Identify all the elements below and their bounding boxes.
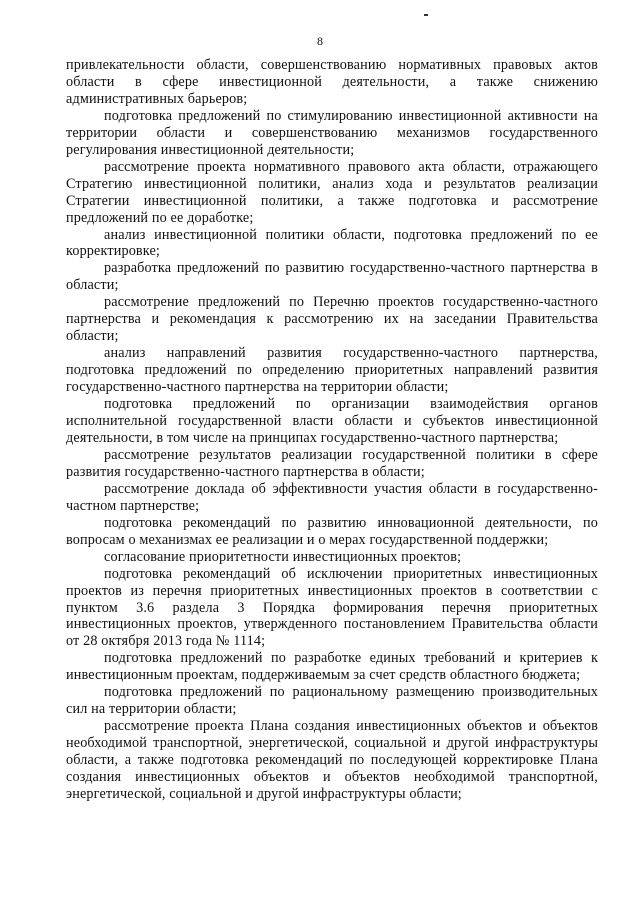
paragraph-interaction-organization: подготовка предложений по организации взаимодействия органов исполнительной государственной власти области и субъектов инвестиционной деятельности, в том числе на принципах государственно-частного партнерства; xyxy=(66,396,598,446)
scan-mark xyxy=(424,14,428,16)
paragraph-unified-requirements: подготовка предложений по разработке единых требований и критериев к инвестиционным проектам, поддерживаемым за счет средств областного бюджета; xyxy=(66,650,598,684)
paragraph-strategy-review: рассмотрение проекта нормативного правового акта области, отражающего Стратегию инвестиционной политики, анализ хода и результатов реализации Стратегии инвестиционной политики, а также подготовка и рассмотрение предложений по ее доработке; xyxy=(66,158,598,226)
paragraph-project-exclusion: подготовка рекомендаций об исключении приоритетных инвестиционных проектов из перечня приоритетных инвестиционных проектов в соответствии с пунктом 3.6 раздела 3 Порядка формирования перечня приоритетных инвестиционных проектов, утвержденного постановлением Правительства области от 28 октября 2013 года № 1114; xyxy=(66,565,598,650)
paragraph-productive-forces: подготовка предложений по рациональному размещению производительных сил на территории области; xyxy=(66,684,598,718)
paragraph-innovation-recommendations: подготовка рекомендаций по развитию инновационной деятельности, по вопросам о механизмах ее реализации и о мерах государственной поддержки; xyxy=(66,514,598,548)
paragraph-policy-results: рассмотрение результатов реализации государственной политики в сфере развития государственно-частного партнерства в области; xyxy=(66,446,598,480)
paragraph-participation-report: рассмотрение доклада об эффективности участия области в государственно-частном партнерстве; xyxy=(66,480,598,514)
paragraph-ppp-directions: анализ направлений развития государственно-частного партнерства, подготовка предложений по определению приоритетных направлений развития государственно-частного партнерства на территории области; xyxy=(66,345,598,396)
paragraph-project-priority: согласование приоритетности инвестиционных проектов; xyxy=(104,548,462,565)
paragraph-continuation: привлекательности области, совершенствованию нормативных правовых актов области в сфере инвестиционной деятельности, а также снижению административных барьеров; xyxy=(66,57,598,107)
page-number: 8 xyxy=(317,34,323,48)
paragraph-ppp-development: разработка предложений по развитию государственно-частного партнерства в области; xyxy=(66,260,598,294)
document-body xyxy=(66,57,598,803)
paragraph-investment-stimulation: подготовка предложений по стимулированию инвестиционной активности на территории области и совершенствованию механизмов государственного регулирования инвестиционной деятельности; xyxy=(66,107,598,158)
paragraph-infrastructure-plan: рассмотрение проекта Плана создания инвестиционных объектов и объектов необходимой транспортной, энергетической, социальной и другой инфраструктуры области, а также подготовка рекомендаций по последующей корректировке Плана создания инвестиционных объектов и объектов необходимой транспортной, энергетической, социальной и другой инфраструктуры области; xyxy=(66,718,598,802)
paragraph-policy-analysis: анализ инвестиционной политики области, подготовка предложений по ее корректировке; xyxy=(66,226,598,260)
paragraph-ppp-project-list: рассмотрение предложений по Перечню проектов государственно-частного партнерства и рекомендация к рассмотрению их на заседании Правительства области; xyxy=(66,294,598,345)
